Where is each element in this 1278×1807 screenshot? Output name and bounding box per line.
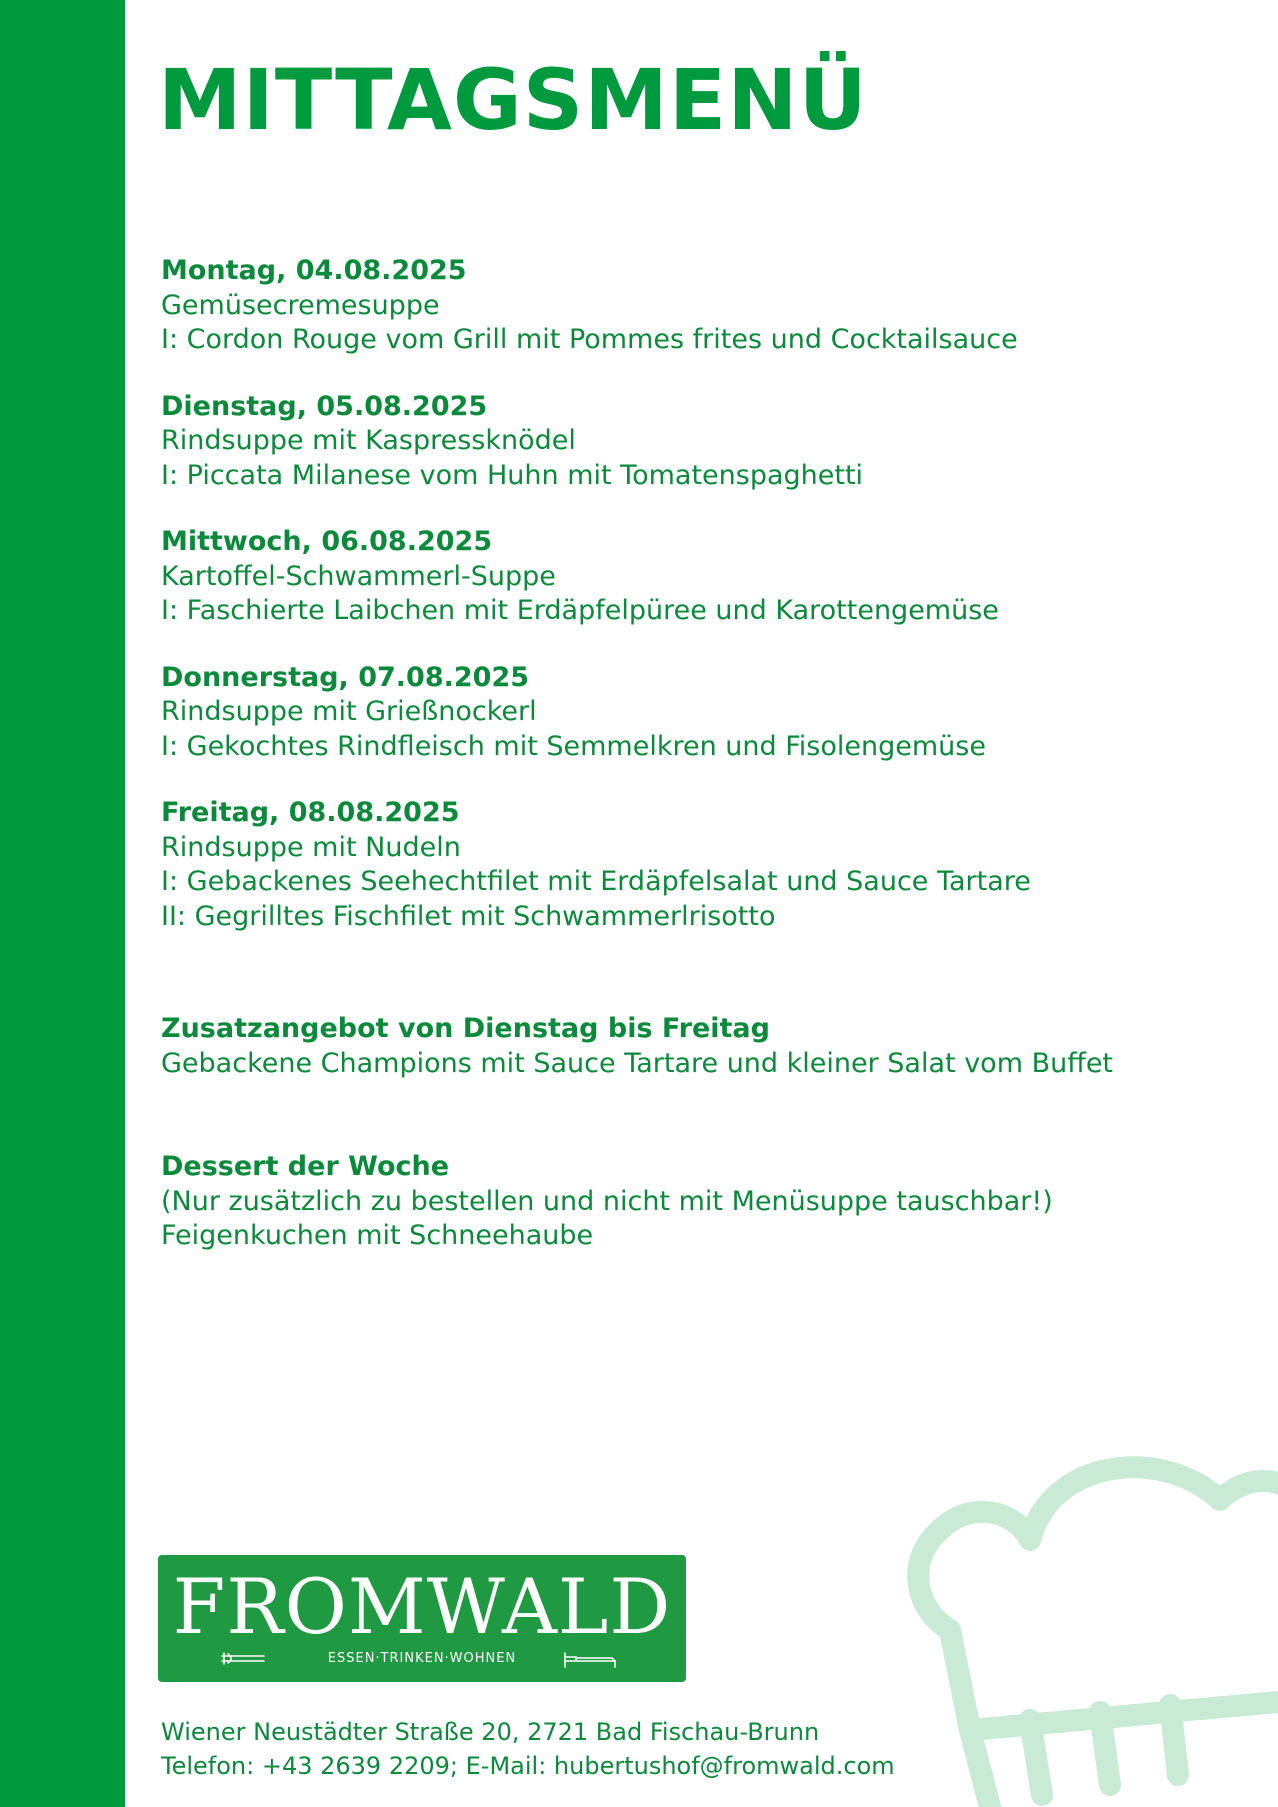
- footer-address: Wiener Neustädter Straße 20, 2721 Bad Fischau-Brunn: [161, 1718, 820, 1746]
- logo-tagline: ESSEN·TRINKEN·WOHNEN: [327, 1651, 517, 1666]
- footer-contact: [161, 1715, 895, 1783]
- day-heading: Freitag, 08.08.2025: [161, 797, 460, 828]
- dessert-heading: Dessert der Woche: [161, 1151, 450, 1182]
- menu-days: [161, 254, 1251, 966]
- logo-name: FROMWALD: [172, 1562, 672, 1651]
- dessert-note: (Nur zusätzlich zu bestellen und nicht mit Menüsuppe tauschbar!): [161, 1185, 1053, 1217]
- fromwald-logo: [158, 1555, 686, 1682]
- day-heading: Dienstag, 05.08.2025: [161, 390, 488, 422]
- menu-line: I: Piccata Milanese vom Huhn mit Tomatenspaghetti: [161, 459, 864, 491]
- day-monday: [161, 254, 1251, 358]
- extra-line: Gebackene Champions mit Sauce Tartare und kleiner Salat vom Buffet: [161, 1047, 1114, 1079]
- side-bar: [0, 0, 125, 1807]
- menu-line: I: Cordon Rouge vom Grill mit Pommes frites und Cocktailsauce: [161, 324, 1018, 355]
- bed-icon: [562, 1651, 618, 1669]
- menu-line: Rindsuppe mit Grießnockerl: [161, 696, 537, 727]
- menu-line: Kartoffel-Schwammerl-Suppe: [161, 560, 556, 592]
- day-wednesday: [161, 525, 1251, 629]
- page-title: MITTAGSMENÜ: [158, 51, 868, 149]
- menu-line: I: Gekochtes Rindfleisch mit Semmelkren und Fisolengemüse: [161, 730, 986, 762]
- dessert-line: Feigenkuchen mit Schneehaube: [161, 1220, 594, 1251]
- menu-line: Gemüsecremesuppe: [161, 289, 440, 321]
- menu-line: II: Gegrilltes Fischfilet mit Schwammerlrisotto: [161, 900, 776, 932]
- menu-line: I: Faschierte Laibchen mit Erdäpfelpüree und Karottengemüse: [161, 595, 999, 626]
- day-thursday: [161, 661, 1251, 765]
- day-heading: Donnerstag, 07.08.2025: [161, 661, 530, 693]
- extra-offer: [161, 1012, 1261, 1081]
- chef-hat-icon: [900, 1400, 1278, 1807]
- day-tuesday: [161, 390, 1251, 494]
- day-heading: Montag, 04.08.2025: [161, 255, 467, 286]
- menu-line: Rindsuppe mit Kaspressknödel: [161, 425, 576, 456]
- day-friday: [161, 796, 1251, 934]
- dessert-section: [161, 1150, 1261, 1254]
- menu-line: I: Gebackenes Seehechtfilet mit Erdäpfelsalat und Sauce Tartare: [161, 866, 1031, 897]
- menu-line: Rindsuppe mit Nudeln: [161, 831, 461, 863]
- extra-heading: Zusatzangebot von Dienstag bis Freitag: [161, 1013, 770, 1044]
- day-heading: Mittwoch, 06.08.2025: [161, 526, 493, 557]
- footer-contact-line: Telefon: +43 2639 2209; E-Mail: hubertushof@fromwald.com: [161, 1752, 895, 1780]
